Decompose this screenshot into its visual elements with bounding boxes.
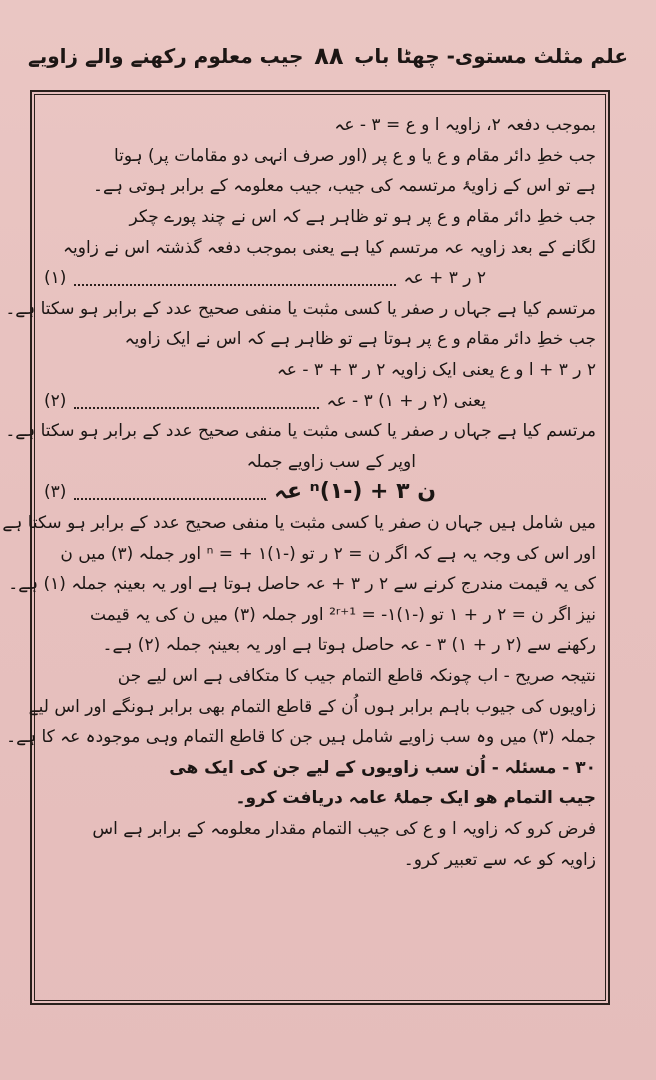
text-line: جب خطِ دائر مقام و ع پر ہو تو ظاہر ہے کہ اس نے چند پورے چکر [129, 207, 596, 228]
text-line: ۲ ر ۳ + ا و ع یعنی ایک زاویہ ۲ ر ۳ + ۳ - عہ [276, 360, 596, 381]
section-title: جیب معلوم رکھنے والے زاویے [28, 44, 304, 68]
text-line: لگانے کے بعد زاویہ عہ مرتسم کیا ہے یعنی بموجب دفعہ گذشتہ اس نے زاویہ [63, 237, 596, 258]
text-line: زاویوں کی جیوب باہم برابر ہوں اُن کے قاطع التمام بھی برابر ہونگے اور اس لیے [28, 696, 596, 717]
text-line: رکھنے سے (۲ ر + ۱) ۳ - عہ حاصل ہوتا ہے اور یہ بعینہٖ جملہ (۲) ہے۔ [102, 635, 596, 656]
leader-dots [74, 270, 395, 286]
text-line: کی یہ قیمت مندرج کرنے سے ۲ ر ۳ + عہ حاصل ہوتا ہے اور یہ بعینہٖ جملہ (۱) ہے۔ [8, 574, 596, 595]
text-line: ہے تو اس کے زاویۂ مرتسمہ کی جیب، جیب معلومہ کے برابر ہوتی ہے۔ [93, 176, 596, 197]
text-line: جیب التمام ھو ایک جملۂ عامہ دریافت کرو۔ [235, 788, 596, 809]
text-line: زاویہ کو عہ سے تعبیر کرو۔ [403, 849, 596, 870]
equation-label: (۱) [44, 268, 67, 289]
text-line: اوپر کے سب زاویے جملہ [246, 451, 416, 472]
text-line: بموجب دفعہ ۲، زاویہ ا و ع = ۳ - عہ [334, 115, 596, 136]
leader-dots [74, 393, 318, 409]
equation-label: (۲) [44, 390, 67, 411]
equation-line-1: ۲ ر ۳ + عہ (۱) [44, 263, 596, 294]
page-body [2, 110, 596, 1000]
text-line: میں شامل ہیں جہاں ن صفر یا کسی مثبت یا منفی صحیح عدد کے برابر ہو سکتا ہے [2, 513, 596, 534]
page-header [28, 38, 628, 74]
text-line: مرتسم کیا ہے جہاں ر صفر یا کسی مثبت یا منفی صحیح عدد کے برابر ہو سکتا ہے۔ [5, 421, 596, 442]
page-number: ۸۸ [314, 42, 344, 70]
text-line: مرتسم کیا ہے جہاں ر صفر یا کسی مثبت یا منفی صحیح عدد کے برابر ہو سکتا ہے۔ [5, 298, 596, 319]
equation-line-3: ن ۳ + (-۱)ⁿ عہ (۳) [44, 477, 596, 508]
text-line: اور اس کی وجہ یہ ہے کہ اگر ن = ۲ ر تو (-۱)ⁿ = + ۱ اور جملہ (۳) میں ن [60, 543, 596, 564]
text-line: فرض کرو کہ زاویہ ا و ع کی جیب التمام مقدار معلومہ کے برابر ہے اس [92, 818, 596, 839]
equation-line-2: یعنی (۲ ر + ۱) ۳ - عہ (۲) [44, 385, 596, 416]
leader-dots [74, 484, 266, 500]
text-line: نتیجہ صریح - اب چونکہ قاطع التمام جیب کا متکافی ہے اس لیے جن [117, 665, 596, 686]
text-line: نیز اگر ن = ۲ ر + ۱ تو (-۱)²ʳ⁺¹ = -۱ اور جملہ (۳) میں ن کی یہ قیمت [89, 604, 596, 625]
text-line: جب خطِ دائر مقام و ع یا و ع پر (اور صرف انہی دو مقامات پر) ہوتا [113, 145, 596, 166]
text-line: جملہ (۳) میں وہ سب زاویے شامل ہیں جن کا قاطع التمام وہی موجودہ عہ کا ہے۔ [6, 727, 596, 748]
equation-label: (۳) [44, 482, 67, 503]
chapter-title: علم مثلث مستوی- چھٹا باب [354, 44, 628, 68]
text-line: جب خطِ دائر مقام و ع پر ہوتا ہے تو ظاہر ہے کہ اس نے ایک زاویہ [124, 329, 596, 350]
theorem-heading: ۳۰ - مسئلہ - اُن سب زاویوں کے لیے جن کی ایک ھی [169, 757, 596, 778]
